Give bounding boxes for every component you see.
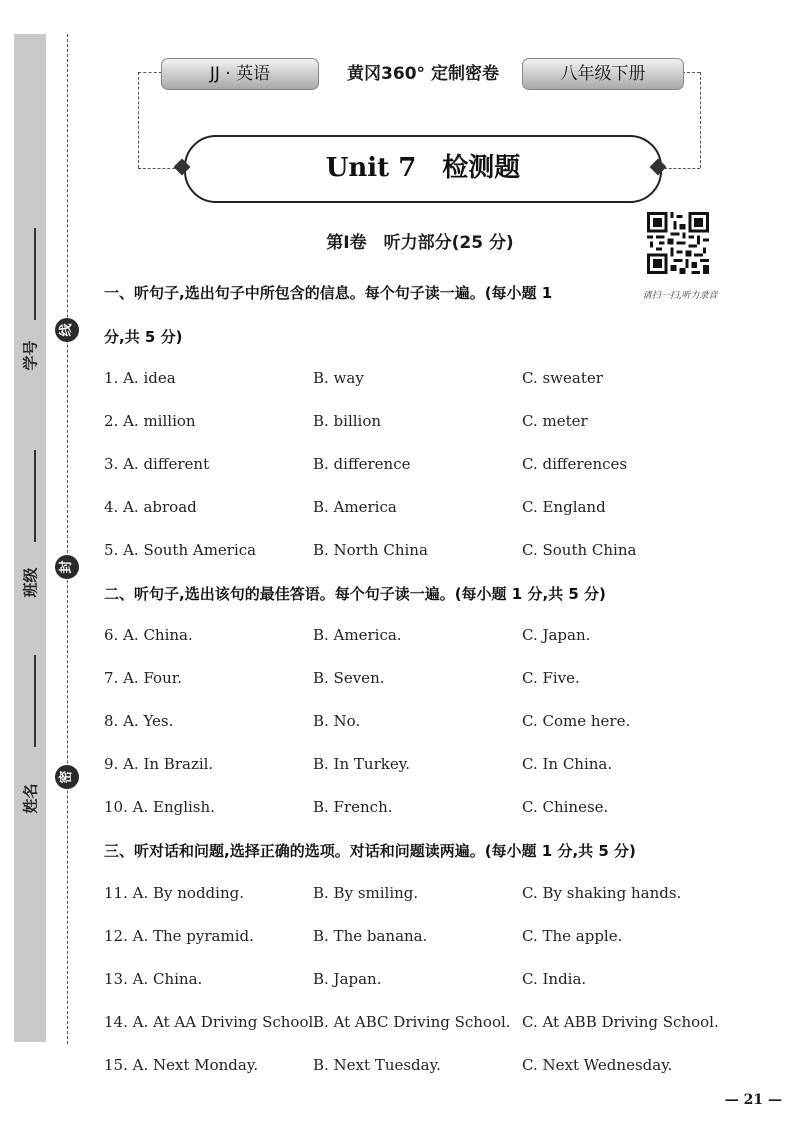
header-dash-left-v: [138, 72, 139, 168]
page-number: — 21 —: [724, 1092, 782, 1108]
class-label: 班级: [21, 567, 40, 598]
student-id-blank: [34, 228, 36, 320]
section-2-instruction: 二、听句子,选出该句的最佳答语。每个句子读一遍。(每小题 1 分,共 5 分): [104, 585, 606, 603]
question-row: [104, 455, 744, 479]
option-a: 2. A. million: [104, 412, 196, 430]
question-row: [104, 626, 744, 650]
class-blank: [34, 450, 36, 542]
option-c: C. Japan.: [522, 626, 591, 644]
seal-seal-badge: 封: [55, 555, 79, 579]
page-title: Unit 7 检测题: [325, 153, 521, 183]
question-row: [104, 541, 744, 565]
question-row: [104, 927, 744, 951]
option-c: C. meter: [522, 412, 588, 430]
binding-strip: [14, 34, 46, 1042]
option-a: 3. A. different: [104, 455, 210, 473]
option-b: B. Japan.: [313, 970, 382, 988]
option-c: C. Five.: [522, 669, 580, 687]
option-a: 5. A. South America: [104, 541, 257, 559]
option-c: C. The apple.: [522, 927, 623, 945]
option-a: 7. A. Four.: [104, 669, 183, 687]
option-a: 14. A. At AA Driving School.: [104, 1013, 319, 1031]
option-a: 9. A. In Brazil.: [104, 755, 214, 773]
seal-secret-badge: 密: [55, 765, 79, 789]
qr-caption: 请扫一扫,听力录音: [642, 291, 718, 301]
option-b: B. Next Tuesday.: [313, 1056, 441, 1074]
option-b: B. Seven.: [313, 669, 385, 687]
option-b: B. way: [313, 369, 364, 387]
seal-line-badge: 线: [55, 318, 79, 342]
question-row: [104, 1056, 744, 1080]
question-row: [104, 970, 744, 994]
header-dash-left: [138, 72, 162, 73]
option-c: C. Chinese.: [522, 798, 609, 816]
option-a: 13. A. China.: [104, 970, 203, 988]
brand-name: 黄冈360° 定制密卷: [347, 64, 499, 84]
option-b: B. At ABC Driving School.: [313, 1013, 511, 1031]
option-c: C. differences: [522, 455, 628, 473]
option-a: 6. A. China.: [104, 626, 193, 644]
option-a: 11. A. By nodding.: [104, 884, 244, 902]
option-c: C. At ABB Driving School.: [522, 1013, 719, 1031]
question-row: [104, 498, 744, 522]
header-dash-right-v: [700, 72, 701, 168]
option-b: B. French.: [313, 798, 393, 816]
option-a: 15. A. Next Monday.: [104, 1056, 259, 1074]
option-c: C. South China: [522, 541, 637, 559]
header-dash-right: [682, 72, 700, 73]
student-id-label: 学号: [21, 340, 40, 371]
option-a: 1. A. idea: [104, 369, 176, 387]
option-b: B. America: [313, 498, 397, 516]
option-b: B. difference: [313, 455, 411, 473]
name-blank: [34, 655, 36, 747]
option-c: C. sweater: [522, 369, 603, 387]
option-b: B. America.: [313, 626, 402, 644]
option-b: B. billion: [313, 412, 382, 430]
option-b: B. In Turkey.: [313, 755, 410, 773]
option-a: 10. A. English.: [104, 798, 215, 816]
part-title: 第Ⅰ卷 听力部分(25 分): [326, 233, 514, 253]
option-b: B. The banana.: [313, 927, 428, 945]
option-c: C. Come here.: [522, 712, 631, 730]
option-b: B. No.: [313, 712, 361, 730]
option-a: 4. A. abroad: [104, 498, 197, 516]
option-c: C. Next Wednesday.: [522, 1056, 673, 1074]
option-c: C. In China.: [522, 755, 613, 773]
question-row: [104, 1013, 744, 1037]
question-row: [104, 369, 744, 393]
option-a: 8. A. Yes.: [104, 712, 174, 730]
question-row: [104, 884, 744, 908]
name-label: 姓名: [21, 783, 40, 814]
cut-line: [67, 34, 68, 1044]
option-c: C. By shaking hands.: [522, 884, 682, 902]
qr-code-icon: [647, 212, 709, 274]
question-row: [104, 712, 744, 736]
subject-pill: JJ · 英语: [161, 58, 319, 90]
option-c: C. England: [522, 498, 606, 516]
question-row: [104, 669, 744, 693]
option-b: B. By smiling.: [313, 884, 419, 902]
option-a: 12. A. The pyramid.: [104, 927, 254, 945]
section-1-instruction-cont: 分,共 5 分): [104, 328, 183, 346]
section-1-instruction: 一、听句子,选出句子中所包含的信息。每个句子读一遍。(每小题 1: [104, 284, 553, 302]
question-row: [104, 755, 744, 779]
option-c: C. India.: [522, 970, 587, 988]
grade-pill: 八年级下册: [522, 58, 684, 90]
option-b: B. North China: [313, 541, 428, 559]
question-row: [104, 412, 744, 436]
question-row: [104, 798, 744, 822]
header-dash-right-bottom: [664, 168, 700, 169]
section-3-instruction: 三、听对话和问题,选择正确的选项。对话和问题读两遍。(每小题 1 分,共 5 分): [104, 842, 636, 860]
